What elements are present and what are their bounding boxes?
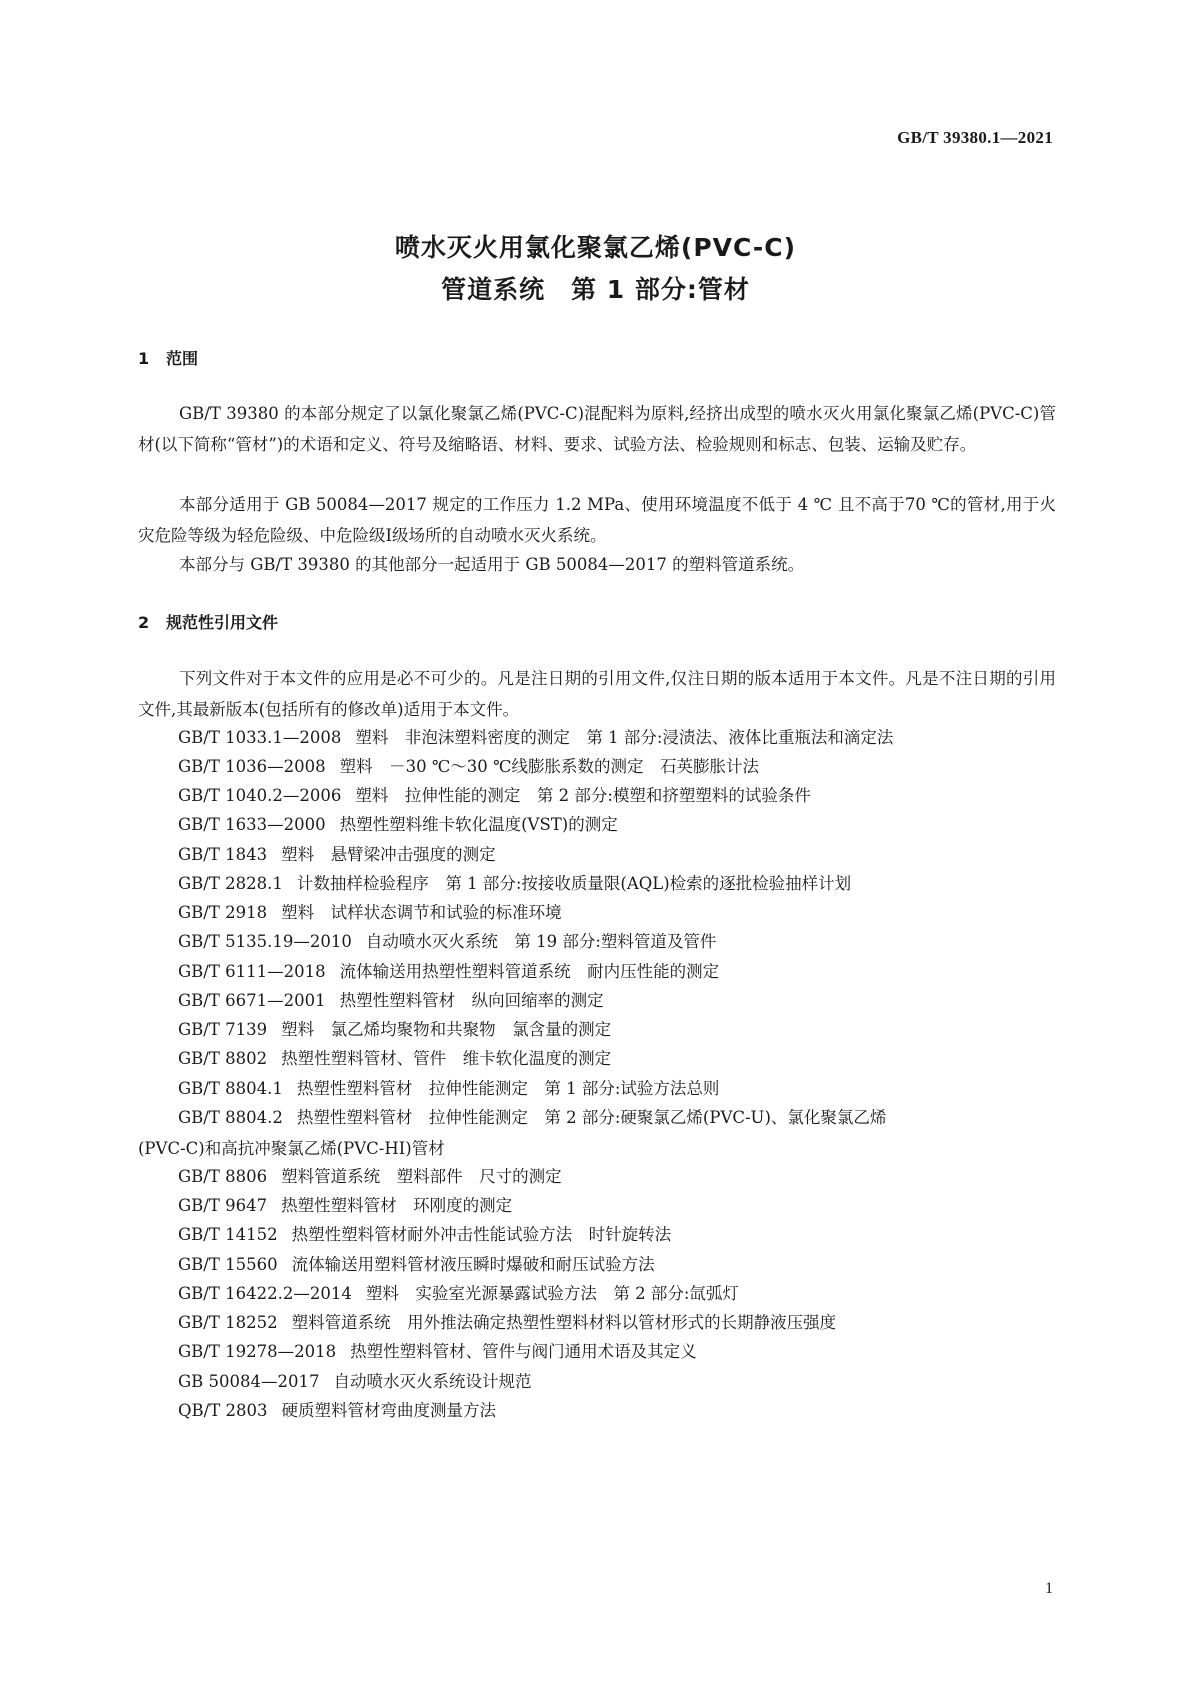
reference-title: 自动喷水灭火系统设计规范 [333, 1372, 532, 1391]
reference-title-continuation: (PVC-C)和高抗冲聚氯乙烯(PVC-HI)管材 [138, 1139, 445, 1158]
page-number: 1 [1045, 1580, 1053, 1597]
reference-item [178, 751, 1058, 782]
reference-code: GB/T 1033.1—2008 [178, 728, 342, 747]
reference-title: 热塑性塑料管材、管件与阀门通用术语及其定义 [350, 1342, 697, 1361]
reference-title: 自动喷水灭火系统 第 19 部分:塑料管道及管件 [365, 932, 717, 951]
reference-title: 热塑性塑料管材、管件 维卡软化温度的测定 [281, 1049, 612, 1068]
reference-item [178, 1219, 1058, 1250]
reference-title: 硬质塑料管材弯曲度测量方法 [281, 1401, 496, 1420]
section-number: 1 [138, 349, 150, 368]
reference-code: GB/T 19278—2018 [178, 1342, 337, 1361]
reference-item [178, 1278, 1058, 1309]
section-1-heading [138, 346, 198, 369]
reference-code: GB/T 1036—2008 [178, 757, 326, 776]
reference-code: GB/T 1843 [178, 845, 268, 864]
reference-item [178, 897, 1058, 928]
reference-title: 塑料 拉伸性能的测定 第 2 部分:模塑和挤塑塑料的试验条件 [355, 786, 811, 805]
reference-title: 热塑性塑料管材耐外冲击性能试验方法 时针旋转法 [291, 1225, 672, 1244]
document-title-line-2: 管道系统 第 1 部分:管材 [441, 275, 750, 304]
reference-item [178, 809, 1058, 840]
reference-title: 流体输送用塑料管材液压瞬时爆破和耐压试验方法 [291, 1255, 655, 1274]
reference-code: QB/T 2803 [178, 1401, 268, 1420]
section-title: 范围 [166, 349, 199, 368]
reference-title: 塑料管道系统 用外推法确定热塑性塑料材料以管材形式的长期静液压强度 [291, 1313, 837, 1332]
reference-title: 热塑性塑料管材 拉伸性能测定 第 1 部分:试验方法总则 [296, 1079, 720, 1098]
reference-code: GB 50084—2017 [178, 1372, 320, 1391]
reference-code: GB/T 5135.19—2010 [178, 932, 352, 951]
reference-code: GB/T 1633—2000 [178, 815, 326, 834]
reference-code: GB/T 2918 [178, 903, 268, 922]
section-number: 2 [138, 613, 150, 632]
reference-item [178, 1336, 1058, 1367]
reference-item [178, 839, 1058, 870]
reference-item [178, 926, 1058, 957]
reference-code: GB/T 16422.2—2014 [178, 1284, 352, 1303]
reference-title: 塑料 氯乙烯均聚物和共聚物 氯含量的测定 [281, 1020, 612, 1039]
reference-title: 热塑性塑料管材 环刚度的测定 [281, 1196, 513, 1215]
reference-title: 热塑性塑料维卡软化温度(VST)的测定 [339, 815, 618, 834]
scope-paragraph-2: 本部分适用于 GB 50084—2017 规定的工作压力 1.2 MPa、使用环境温度不低于 4 ℃ 且不高于70 ℃的管材,用于火灾危险等级为轻危险级、中危险级Ⅰ级场所的自动喷水灭火系统。 [138, 495, 1056, 545]
section-title: 规范性引用文件 [166, 613, 279, 632]
references-intro: 下列文件对于本文件的应用是必不可少的。凡是注日期的引用文件,仅注日期的版本适用于本文件。凡是不注日期的引用文件,其最新版本(包括所有的修改单)适用于本文件。 [138, 669, 1056, 719]
reference-title: 热塑性塑料管材 拉伸性能测定 第 2 部分:硬聚氯乙烯(PVC-U)、氯化聚氯乙烯 [296, 1108, 887, 1127]
reference-code: GB/T 14152 [178, 1225, 278, 1244]
reference-item [178, 868, 1058, 899]
reference-code: GB/T 18252 [178, 1313, 278, 1332]
reference-code: GB/T 6671—2001 [178, 991, 326, 1010]
reference-item [178, 1190, 1058, 1221]
reference-code: GB/T 1040.2—2006 [178, 786, 342, 805]
reference-title: 塑料 试样状态调节和试验的标准环境 [281, 903, 562, 922]
reference-title: 流体输送用热塑性塑料管道系统 耐内压性能的测定 [339, 962, 720, 981]
reference-code: GB/T 8804.1 [178, 1079, 283, 1098]
reference-code: GB/T 8806 [178, 1167, 268, 1186]
reference-title: 塑料管道系统 塑料部件 尺寸的测定 [281, 1167, 562, 1186]
scope-paragraph-3: 本部分与 GB/T 39380 的其他部分一起适用于 GB 50084—2017 的塑料管道系统。 [179, 555, 805, 574]
reference-item [178, 1395, 1058, 1426]
reference-item [178, 722, 1058, 753]
reference-item [178, 1043, 1058, 1074]
reference-code: GB/T 15560 [178, 1255, 278, 1274]
reference-code: GB/T 2828.1 [178, 874, 283, 893]
reference-item [178, 1161, 1058, 1192]
reference-item [178, 1366, 1058, 1397]
reference-title: 热塑性塑料管材 纵向回缩率的测定 [339, 991, 604, 1010]
reference-title: 塑料 －30 ℃～30 ℃线膨胀系数的测定 石英膨胀计法 [339, 757, 760, 776]
section-2-heading [138, 610, 278, 633]
scope-paragraph-1: GB/T 39380 的本部分规定了以氯化聚氯乙烯(PVC-C)混配料为原料,经挤出成型的喷水灭火用氯化聚氯乙烯(PVC-C)管材(以下简称“管材”)的术语和定义、符号及缩略语、材料、要求、试验方法、检验规则和标志、包装、运输及贮存。 [138, 404, 1056, 454]
reference-item [178, 1014, 1058, 1045]
reference-item [178, 1307, 1058, 1338]
reference-code: GB/T 7139 [178, 1020, 268, 1039]
reference-item [178, 780, 1058, 811]
reference-title: 塑料 悬臂梁冲击强度的测定 [281, 845, 496, 864]
reference-item [138, 1102, 1058, 1164]
reference-item [178, 985, 1058, 1016]
reference-title: 计数抽样检验程序 第 1 部分:按接收质量限(AQL)检索的逐批检验抽样计划 [296, 874, 852, 893]
reference-code: GB/T 8802 [178, 1049, 268, 1068]
reference-title: 塑料 实验室光源暴露试验方法 第 2 部分:氙弧灯 [365, 1284, 739, 1303]
reference-item [178, 956, 1058, 987]
reference-code: GB/T 6111—2018 [178, 962, 326, 981]
reference-item [178, 1073, 1058, 1104]
standard-code: GB/T 39380.1—2021 [897, 128, 1053, 147]
reference-code: GB/T 9647 [178, 1196, 268, 1215]
reference-item [178, 1249, 1058, 1280]
reference-code: GB/T 8804.2 [178, 1108, 283, 1127]
reference-title: 塑料 非泡沫塑料密度的测定 第 1 部分:浸渍法、液体比重瓶法和滴定法 [355, 728, 894, 747]
document-title-line-1: 喷水灭火用氯化聚氯乙烯(PVC-C) [394, 233, 797, 262]
